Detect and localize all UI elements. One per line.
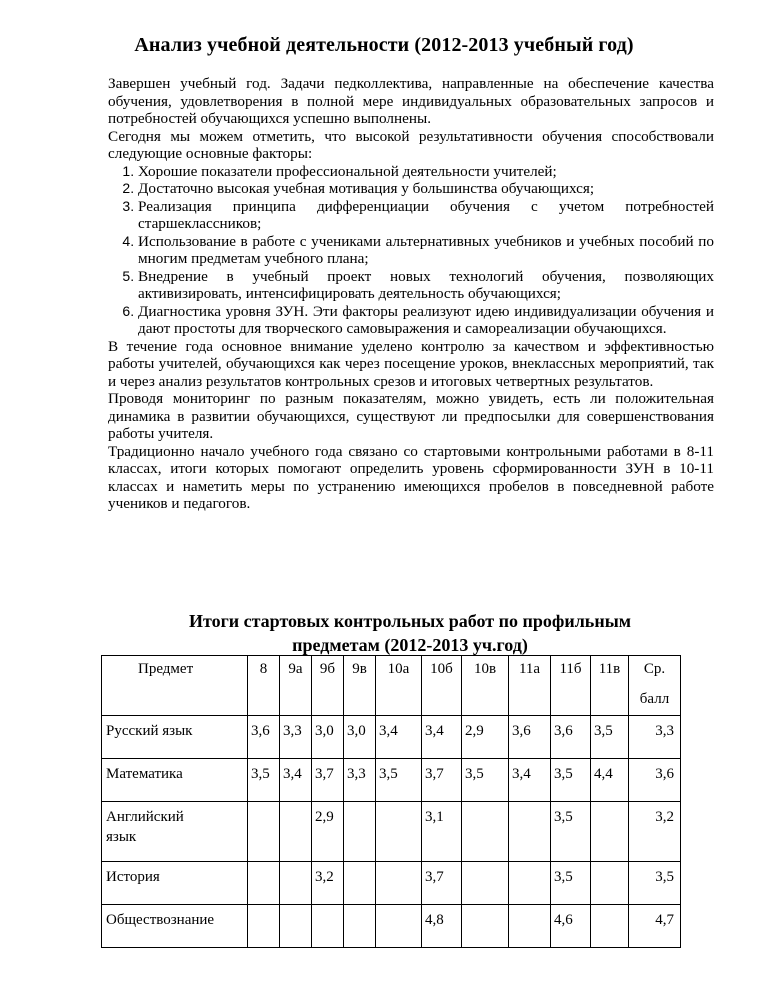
table-row [102, 862, 681, 905]
average-cell: 3,3 [629, 716, 681, 759]
subject-cell: История [102, 862, 248, 905]
score-cell: 3,4 [280, 759, 312, 802]
factor-item: 3. Реализация принципа дифференциации обучения с учетом потребностей старшеклассников; [138, 198, 714, 233]
document-body [108, 75, 714, 513]
score-cell: 4,4 [591, 759, 629, 802]
score-cell: 3,5 [551, 862, 591, 905]
score-cell [462, 905, 509, 948]
score-cell [280, 862, 312, 905]
average-cell: 3,5 [629, 862, 681, 905]
average-header-line-2: балл [639, 691, 670, 707]
class-header: 11в [591, 656, 629, 716]
table-row [102, 905, 681, 948]
score-cell: 3,5 [591, 716, 629, 759]
factor-item: 5. Внедрение в учебный проект новых технологий обучения, позволяющих активизировать, интенсифицировать деятельность обучающихся; [138, 268, 714, 303]
class-header: 9а [280, 656, 312, 716]
score-cell [248, 862, 280, 905]
subject-cell: Русский язык [102, 716, 248, 759]
score-cell: 3,1 [422, 802, 462, 862]
subject-cell: Обществознание [102, 905, 248, 948]
class-header: 8 [248, 656, 280, 716]
document-title: Анализ учебной деятельности (2012-2013 учебный год) [134, 34, 634, 56]
factors-lead-paragraph: Сегодня мы можем отметить, что высокой результативности обучения способствовали следующие основные факторы: [108, 127, 714, 162]
score-cell: 3,6 [509, 716, 551, 759]
table-title [100, 609, 720, 657]
score-cell: 3,7 [312, 759, 344, 802]
score-cell [280, 905, 312, 948]
score-cell: 3,0 [344, 716, 376, 759]
score-cell: 3,7 [422, 759, 462, 802]
class-header: 9в [344, 656, 376, 716]
subject-cell: Математика [102, 759, 248, 802]
score-cell [376, 862, 422, 905]
table-row [102, 759, 681, 802]
score-cell: 3,7 [422, 862, 462, 905]
score-cell: 3,5 [248, 759, 280, 802]
score-cell: 3,6 [551, 716, 591, 759]
score-cell: 3,4 [376, 716, 422, 759]
score-cell [280, 802, 312, 862]
class-header: 10а [376, 656, 422, 716]
score-cell: 4,6 [551, 905, 591, 948]
intro-paragraph: Завершен учебный год. Задачи педколлектива, направленные на обеспечение качества обучения, удовлетворения в полной мере индивидуальных образовательных запросов и потребностей обучающихся успешно выполнены. [108, 75, 714, 127]
score-cell: 3,4 [509, 759, 551, 802]
monitoring-paragraph: Проводя мониторинг по разным показателям, можно увидеть, есть ли положительная динамика в развитии обучающихся, существуют ли предпосылки для совершенствования работы учителя. [108, 390, 714, 442]
score-cell: 3,0 [312, 716, 344, 759]
score-cell: 3,6 [248, 716, 280, 759]
class-header: 11а [509, 656, 551, 716]
score-cell [509, 802, 551, 862]
table-header-row [102, 656, 681, 716]
factor-item: 1. Хорошие показатели профессиональной деятельности учителей; [138, 163, 714, 181]
average-header-line-1: Ср. [643, 661, 666, 677]
class-header: 10в [462, 656, 509, 716]
average-cell: 3,6 [629, 759, 681, 802]
class-header: 10б [422, 656, 462, 716]
score-cell: 4,8 [422, 905, 462, 948]
score-cell: 3,5 [462, 759, 509, 802]
score-cell [509, 862, 551, 905]
results-table [101, 655, 681, 948]
factor-item: 2. Достаточно высокая учебная мотивация у большинства обучающихся; [138, 180, 714, 198]
score-cell: 3,5 [551, 802, 591, 862]
score-cell [462, 862, 509, 905]
class-header: 9б [312, 656, 344, 716]
factors-list [108, 163, 714, 338]
score-cell [376, 905, 422, 948]
score-cell [591, 862, 629, 905]
score-cell [344, 862, 376, 905]
score-cell: 3,3 [344, 759, 376, 802]
score-cell [312, 905, 344, 948]
score-cell: 3,4 [422, 716, 462, 759]
score-cell [248, 802, 280, 862]
start-tests-paragraph: Традиционно начало учебного года связано со стартовыми контрольными работами в 8-11 классах, итоги которых помогают определить уровень сформированности ЗУН в 10-11 классах и наметить меры по устранению имеющихся пробелов в повседневной работе учеников и педагогов. [108, 442, 714, 512]
score-cell: 3,5 [376, 759, 422, 802]
factor-item: 6. Диагностика уровня ЗУН. Эти факторы реализуют идею индивидуализации обучения и дают простоты для творческого самовыражения и самореализации обучающихся. [138, 303, 714, 338]
table-row [102, 716, 681, 759]
average-cell: 4,7 [629, 905, 681, 948]
table-row [102, 802, 681, 862]
class-header: 11б [551, 656, 591, 716]
score-cell [248, 905, 280, 948]
control-paragraph: В течение года основное внимание уделено контролю за качеством и эффективностью работы учителей, обучающихся как через посещение уроков, внеклассных мероприятий, так и через анализ результатов контрольных срезов и итоговых четвертных результатов. [108, 337, 714, 390]
score-cell [591, 905, 629, 948]
score-cell [344, 802, 376, 862]
score-cell [344, 905, 376, 948]
score-cell [509, 905, 551, 948]
score-cell [376, 802, 422, 862]
score-cell: 3,5 [551, 759, 591, 802]
table-title-line-1: Итоги стартовых контрольных работ по профильным [188, 611, 632, 631]
score-cell [591, 802, 629, 862]
score-cell: 2,9 [312, 802, 344, 862]
score-cell: 2,9 [462, 716, 509, 759]
score-cell: 3,3 [280, 716, 312, 759]
table-title-line-2: предметам (2012-2013 уч.год) [292, 635, 528, 655]
score-cell [462, 802, 509, 862]
average-header [629, 656, 681, 716]
average-cell: 3,2 [629, 802, 681, 862]
subject-header: Предмет [102, 656, 248, 716]
subject-cell: Английский язык [102, 802, 248, 862]
score-cell: 3,2 [312, 862, 344, 905]
factor-item: 4. Использование в работе с учениками альтернативных учебников и учебных пособий по многим предметам учебного плана; [138, 233, 714, 268]
